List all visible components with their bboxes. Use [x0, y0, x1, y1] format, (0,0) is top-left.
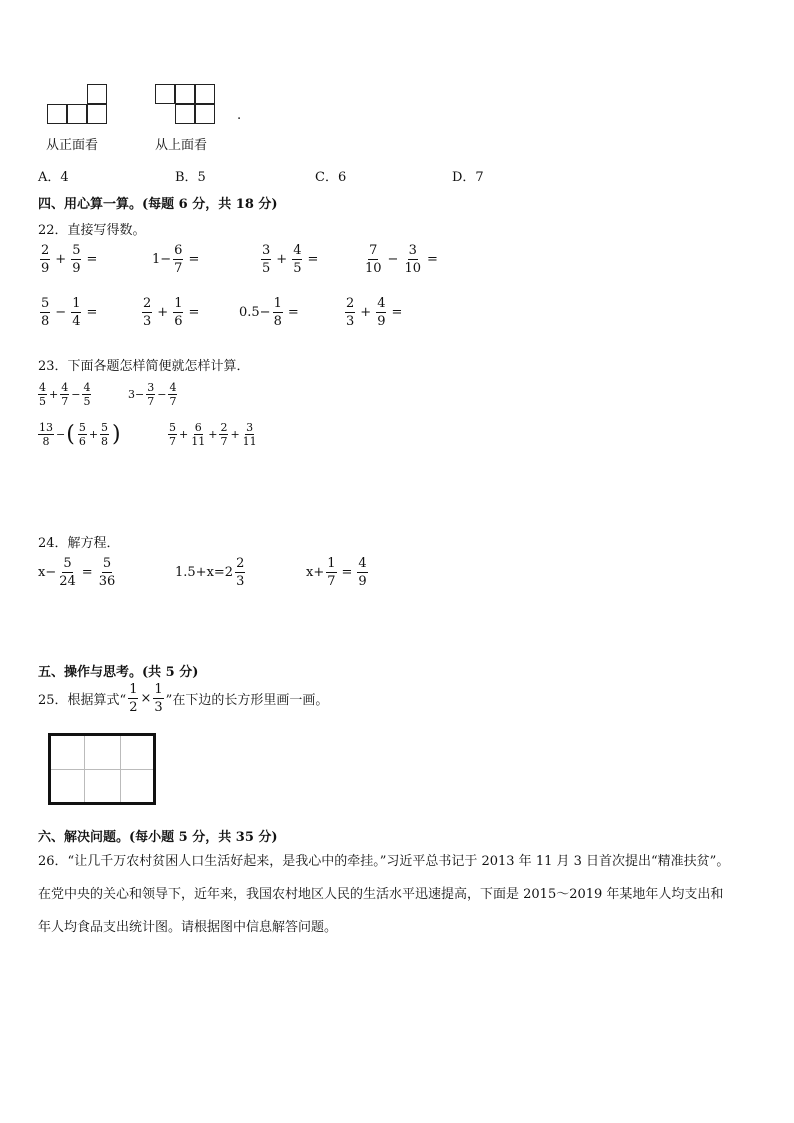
q22-item-3: $\frac{3}{5}$ + $\frac{4}{5}$ = — [262, 243, 319, 276]
q23-expr-4: $\frac{5}{7}$ + $\frac{6}{11}$ + $\frac{2}{7}$ + $\frac{3}{11}$ — [169, 421, 257, 448]
q23-expr-1: $\frac{4}{5}$ + $\frac{4}{7}$ − $\frac{4}{5}$ — [39, 381, 91, 408]
q24-equation-1: x− $\frac{5}{24}$ = $\frac{5}{36}$ — [38, 556, 116, 589]
q24-equation-2: 1.5+x=2 $\frac{2}{3}$ — [175, 556, 245, 589]
front-view-figure — [47, 84, 109, 126]
q22-item-5: $\frac{5}{8}$ − $\frac{1}{4}$ = — [41, 296, 98, 329]
grid-line-horizontal — [51, 769, 153, 770]
section-6-heading: 六、解决问题。(每小题 5 分，共 35 分) — [38, 830, 278, 845]
section-4-heading: 四、用心算一算。(每题 6 分，共 18 分) — [38, 197, 278, 212]
trailing-dot: . — [237, 108, 242, 123]
top-view-figure — [155, 84, 217, 126]
q22-item-6: $\frac{2}{3}$ + $\frac{1}{6}$ = — [143, 296, 200, 329]
q26-line-2: 在党中央的关心和领导下，近年来，我国农村地区人民的生活水平迅速提高，下面是 2015～2019 年某地年人均支出和 — [38, 887, 724, 902]
option-a: A．4 — [38, 170, 69, 185]
q22-item-2: 1− $\frac{6}{7}$ = — [152, 243, 200, 276]
q22-item-4: $\frac{7}{10}$ − $\frac{3}{10}$ = — [365, 243, 438, 276]
front-view-label: 从正面看 — [46, 138, 99, 153]
q26-text — [38, 845, 758, 944]
q22-item-1: $\frac{2}{9}$ + $\frac{5}{9}$ = — [41, 243, 98, 276]
option-d: D．7 — [452, 170, 484, 185]
drawing-rectangle — [48, 733, 156, 805]
option-b: B．5 — [175, 170, 206, 185]
q24-equation-3: x+ $\frac{1}{7}$ = $\frac{4}{9}$ — [306, 556, 367, 589]
q26-line-3: 年人均食品支出统计图。请根据图中信息解答问题。 — [38, 920, 338, 935]
q22-item-8: $\frac{2}{3}$ + $\frac{4}{9}$ = — [346, 296, 403, 329]
q22-stem: 22．直接写得数。 — [38, 223, 146, 238]
top-view-label: 从上面看 — [155, 138, 208, 153]
q23-expr-2: 3− $\frac{3}{7}$ − $\frac{4}{7}$ — [128, 381, 177, 408]
option-c: C．6 — [315, 170, 347, 185]
section-5-heading: 五、操作与思考。(共 5 分) — [38, 665, 199, 680]
q25-stem: 25．根据算式“ $\frac{1}{2}$ × $\frac{1}{3}$ ”在下边的长方形里画一画。 — [38, 682, 329, 715]
q23-stem: 23．下面各题怎样简便就怎样计算． — [38, 359, 250, 374]
q24-stem: 24．解方程． — [38, 536, 120, 551]
q22-item-7: 0.5− $\frac{1}{8}$ = — [239, 296, 299, 329]
q26-line-1: 26．“让几千万农村贫困人口生活好起来，是我心中的牵挂。”习近平总书记于 2013 年 11 月 3 日首次提出“精准扶贫”。 — [38, 854, 730, 869]
q23-expr-3: $\frac{13}{8}$ − ( $\frac{5}{6}$ + $\frac{5}{8}$ ) — [39, 421, 121, 448]
